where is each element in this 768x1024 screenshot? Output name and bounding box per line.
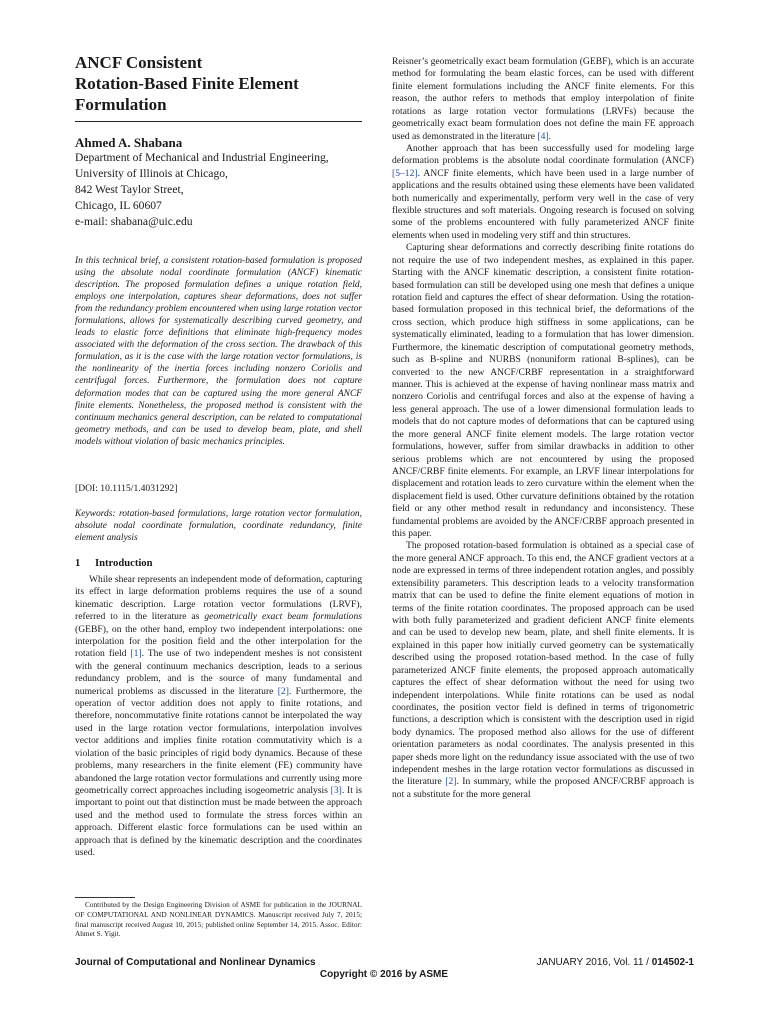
body-text: . [548,130,552,142]
author-name: Ahmed A. Shabana [75,135,183,150]
footnote: Contributed by the Design Engineering Division of ASME for publication in the JOURNAL OF COMPUTATIONAL AND NONLINEAR DYNAMICS. Manuscript received July 7, 2015; final manuscript received August 10, 2015; published online September 14, 2015. Assoc. Editor: Ahmet S. Yigit. [75,900,362,939]
body-paragraph [392,56,694,143]
journal-name: Journal of Computational and Nonlinear Dynamics [75,957,316,968]
doi[interactable]: [DOI: 10.1115/1.4031292] [75,483,178,494]
title-line: Rotation-Based Finite Element [75,74,299,93]
body-text: . ANCF finite elements, which have been used in a large number of applications and the results obtained using these elements have been validated both numerically and experimentally, perform very well in the case of very flexible structures and soft materials. Ongoing research is focused on solving some of the problems encountered with fully parameterized ANCF finite elements when used in modeling very stiff and thin structures. [392,167,694,241]
page-number: 014502-1 [651,957,694,968]
affiliation-line: Department of Mechanical and Industrial Engineering, [75,151,329,164]
citation-link[interactable]: [1] [130,648,142,660]
citation-link[interactable]: [5–12] [392,167,418,179]
abstract: In this technical brief, a consistent rotation-based formulation is proposed using the absolute nodal coordinate formulation (ANCF) kinematic description. The proposed formulation defines a unique rotation field, employs one interpolation, captures shear deformations, does not suffer from the redundancy problem encountered when using large rotation vector formulations, allows for systematically describing curved geometry, and leads to elastic force definitions that eliminate high-frequency modes associated with the deformation of the cross section. The drawback of this formulation, as it is the case with the large rotation vector formulations, is the nonlinearity of the inertia forces including nonzero Coriolis and centrifugal forces. Furthermore, the formulation does not capture deformation modes that can be captured using the more general ANCF finite elements. Nonetheless, the proposed method is consistent with the continuum mechanics general description, can be related to computational geometry methods, and can be used to develop beam, plate, and shell models without violation of basic mechanics principles. [75,256,362,447]
intro-text: While shear represents an independent mode of deformation, capturing its effect in large deformation problems requires the use of a sound kinematic description. Large rotation vector formulations (LRVF), referred to in the literature as [75,574,362,623]
intro-text: . Furthermore, the operation of vector addition does not apply to finite rotations, and therefore, noncommutative finite rotations cannot be interpolated the way used in the large rotation vector formulations, interpolation involves vector additions and implies finite rotation commutativity which is a violation of the basic principles of rigid body dynamics. Because of these problems, many researchers in the finite element (FE) community have abandoned the large rotation vector formulations and currently using more geometrically correct approaches including isogeometric analysis [75,685,362,796]
intro-text: . It is important to point out that distinction must be made between the approach used and the method used to formulate the stress forces within an approach. Different elastic force formulations can be used within an approach that is defined by the kinematic description and the coordinates used. [75,784,362,858]
copyright: Copyright © 2016 by ASME [319,969,449,980]
section-title: Introduction [95,558,153,569]
body-paragraph: Capturing shear deformations and correctly describing finite rotations do not require the use of two independent meshes, as explained in this paper. Starting with the ANCF kinematic description, a consistent finite rotation-based formulation can still be developed using one mesh that defines a unique rotation field and captures the effect of shear deformation. Using the rotation-based formulation proposed in this technical brief, the deformations of the cross section, which produce high stiffness in some applications, can be systematically eliminated, leading to a formulation that has lower dimension. Furthermore, the kinematic description of computational geometry methods, such as B-spline and NURBS (nonuniform rational B-splines), can be converted to the new ANCF/CRBF representation in a straightforward manner. This is achieved at the expense of having nonlinear mass matrix and nonzero Coriolis and centrifugal forces and also at the expense of having a less general approach. The use of a lower dimensional formulation leads to models that do not capture modes of deformations that can be captured using the more general ANCF finite element models. The large rotation vector formulations, however, suffer from similar drawbacks in addition to other serious problems which are not encountered by using the proposed ANCF/CRBF finite elements. For example, an LRVF linear interpolations for displacement and rotation leads to zero curvature within the element when the displacement field is used. Other curvature definitions obtained by the rotation field or any other method result in redundancy and inconsistency. These fundamental problems are avoided by the ANCF/CRBF approach presented in this paper. [392,242,694,540]
right-column [392,56,694,801]
body-paragraph [392,540,694,801]
title-line: Formulation [75,95,167,114]
issue-info [537,957,694,968]
body-paragraph [392,143,694,242]
issue-date: JANUARY 2016, Vol. 11 / [536,957,649,968]
affiliation-line: Chicago, IL 60607 [75,199,162,212]
intro-italic: geometrically exact beam formulations [204,611,362,623]
footnote-divider [75,897,135,898]
citation-link[interactable]: [3] [330,784,342,796]
intro-text: (GEBF), on the other hand, employ two independent interpolations: one interpolation for the position field and the other interpolation for the rotation field [75,623,362,660]
section-heading [75,557,153,571]
affiliation-line: University of Illinois at Chicago, [75,167,228,180]
author-email[interactable]: e-mail: shabana@uic.edu [75,215,193,228]
body-text: The proposed rotation-based formulation is obtained as a special case of the more general ANCF approach. To this end, the ANCF gradient vectors at a node are expressed in terms of three independent rotation angles, and possibly extensibility parameters. This description leads to a velocity transformation matrix that can be used to define the finite element equations of motion in terms of the finite rotation coordinates. The proposed approach can be used with both fully parameterized and gradient deficient ANCF finite elements and can be used to develop new beam, plate, and shell finite elements. It is explained in this paper how initially curved geometry can be systematically described using the proposed rotation-based method. In the case of fully parameterized ANCF finite elements, the proposed approach automatically captures the effect of shear deformation without the need for using two independent interpolations. While finite rotations can be used as nodal coordinates, the position vector field is defined in terms of trigonometric functions, a description which is consistent with the description used in rigid body dynamics. The proposed method also allows for the use of different orientation parameters as nodal coordinates. The analysis presented in this paper sheds more light on the redundancy issue associated with the use of two independent meshes in the large rotation vector formulations as discussed in the literature [392,540,694,788]
title-divider [75,121,362,122]
citation-link[interactable]: [2] [277,685,289,697]
body-text: . In summary, while the proposed ANCF/CRBF approach is not a substitute for the more general [392,776,695,800]
keywords: Keywords: rotation-based formulations, large rotation vector formulation, absolute nodal coordinate formulation, coordinate redundancy, finite element analysis [75,509,362,544]
title-line: ANCF Consistent [75,53,203,72]
intro-text: . The use of two independent meshes is not consistent with the general continuum mechanics description, leads to a serious redundancy problem, and is the source of many fundamental and numerical problems as discussed in the literature [75,648,362,697]
affiliation-block [75,150,375,230]
body-text: Reisner’s geometrically exact beam formulation (GEBF), which is an accurate method for formulating the beam elastic forces, can be used with different finite element formulations including the ANCF finite elements. For this reason, the author refers to methods that employ interpolation of finite rotations as large rotation vector formulations (LRVFs) because the geometrically exact beam formulation does not define the main FE approach used as demonstrated in the literature [392,56,694,142]
citation-link[interactable]: [2] [445,776,457,788]
affiliation-line: 842 West Taylor Street, [75,183,184,196]
body-text: Another approach that has been successfully used for modeling large deformation problems is the absolute nodal coordinate formulation (ANCF) [392,142,694,167]
intro-paragraph [75,574,362,859]
citation-link[interactable]: [4] [537,130,549,142]
section-number: 1 [75,558,81,569]
paper-title [75,52,375,115]
